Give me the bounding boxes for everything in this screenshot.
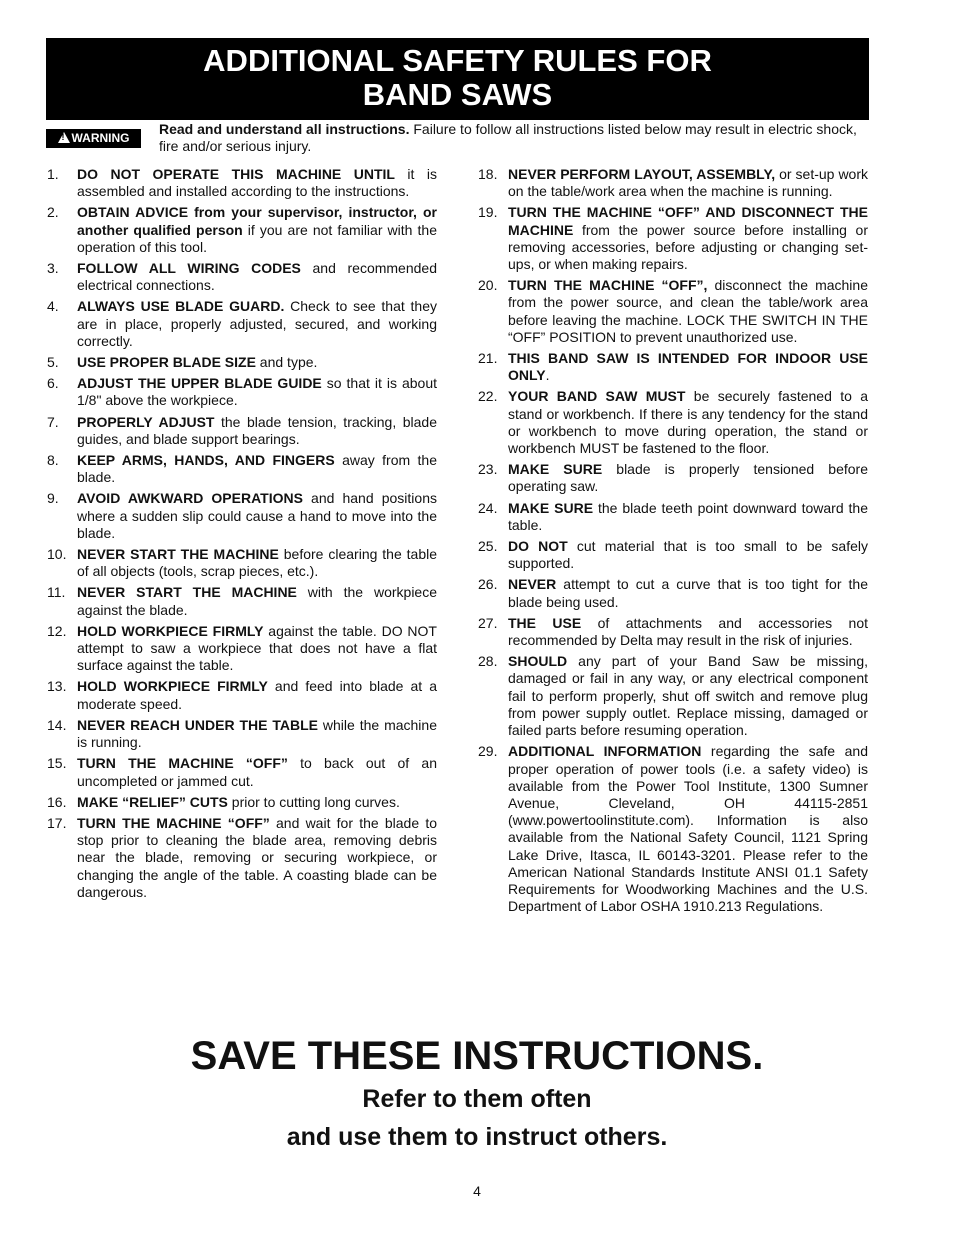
rule-item xyxy=(47,717,437,751)
rule-item xyxy=(478,277,868,346)
footer-subheading-2: and use them to instruct others. xyxy=(286,1123,668,1151)
rule-bold-lead: TURN THE MACHINE “OFF” xyxy=(77,814,270,831)
rule-text xyxy=(77,717,437,751)
rule-text xyxy=(508,653,868,739)
rule-body-text: the blade teeth point downward toward the table. xyxy=(508,499,868,533)
rule-bold-lead: NEVER START THE MACHINE xyxy=(77,546,279,563)
rule-item xyxy=(47,546,437,580)
warning-rest-text: Failure to follow all instructions listed below may result in electric shock, fire and/or serious injury. xyxy=(159,121,857,154)
rule-number: 1. xyxy=(47,166,59,182)
rule-number: 19. xyxy=(478,204,498,221)
rule-body-text: attempt to cut a curve that is too tight for the blade being used. xyxy=(508,576,868,610)
rule-number: 15. xyxy=(47,755,67,772)
rule-text xyxy=(77,204,437,256)
rule-bold-lead: SHOULD xyxy=(508,653,568,670)
title-banner xyxy=(46,38,869,120)
rule-number: 25. xyxy=(478,538,498,555)
rule-item xyxy=(47,375,437,409)
rule-body-text: so that it is about 1/8" above the workpiece. xyxy=(77,375,437,409)
rule-number: 22. xyxy=(478,388,498,405)
rule-body-text: before clearing the table of all objects (tools, scrap pieces, etc.). xyxy=(77,546,437,580)
rule-text xyxy=(77,354,437,371)
rule-body-text: and feed into blade at a moderate speed. xyxy=(77,678,437,712)
rule-bold-lead: NEVER xyxy=(508,576,557,593)
rule-item xyxy=(47,490,437,542)
rule-bold-lead: HOLD WORKPIECE FIRMLY xyxy=(77,678,268,695)
rule-text xyxy=(77,546,437,580)
rule-number: 21. xyxy=(478,350,498,367)
rule-bold-lead: OBTAIN ADVICE from your supervisor, instructor, or another qualified person xyxy=(77,204,437,238)
rule-number: 4. xyxy=(47,298,59,315)
rule-number: 3. xyxy=(47,260,59,277)
rule-bold-lead: ADJUST THE UPPER BLADE GUIDE xyxy=(77,375,322,392)
rule-text xyxy=(508,615,868,649)
rule-body-text: . xyxy=(545,367,550,384)
rule-item xyxy=(47,584,437,618)
rule-body-text: against the table. DO NOT attempt to saw a workpiece that does not have a flat surface against the table. xyxy=(77,622,437,674)
warning-badge-label: WARNING xyxy=(71,131,130,145)
rule-body-text: it is assembled and installed according to the instructions. xyxy=(77,166,437,200)
rule-bold-lead: YOUR BAND SAW MUST xyxy=(508,388,686,405)
rule-text xyxy=(77,375,437,409)
rule-bold-lead: DO NOT xyxy=(508,538,568,555)
rule-body-text: if you are not familiar with the operation of this tool. xyxy=(77,221,437,255)
rule-item xyxy=(47,204,437,256)
rule-item xyxy=(47,166,437,200)
warning-text xyxy=(159,121,871,155)
rule-item xyxy=(478,653,868,739)
rule-body-text: be securely fastened to a stand or workbench. If there is any tendency for the stand or workbench to move during operation, the stand or workbench MUST be fastened to the floor. xyxy=(508,388,868,457)
rule-item xyxy=(47,260,437,294)
rule-body-text: of attachments and accessories not recommended by Delta may result in the risk of injuries. xyxy=(508,614,868,649)
rule-bold-lead: MAKE “RELIEF” CUTS xyxy=(77,793,228,810)
rule-bold-lead: AVOID AWKWARD OPERATIONS xyxy=(77,490,303,507)
rule-body-text: while the machine is running. xyxy=(77,716,437,751)
rule-number: 5. xyxy=(47,354,59,371)
rule-body-text: blade is properly tensioned before operating saw. xyxy=(508,461,868,495)
rule-bold-lead: ADDITIONAL INFORMATION xyxy=(508,743,702,760)
rule-text xyxy=(77,260,437,294)
rule-item xyxy=(478,743,868,915)
rule-item xyxy=(47,794,437,811)
rule-text xyxy=(77,298,437,350)
rule-text xyxy=(77,166,437,200)
rule-item xyxy=(47,755,437,789)
rule-body-text: Check to see that they are in place, properly adjusted, secured, and working correctly. xyxy=(77,298,437,349)
rule-item xyxy=(478,166,868,200)
warning-badge xyxy=(46,129,141,148)
left-column-rules xyxy=(47,166,437,905)
rule-item xyxy=(47,623,437,675)
rule-number: 14. xyxy=(47,716,67,733)
rule-body-text: the blade tension, tracking, blade guides, and blade support bearings. xyxy=(77,413,437,447)
footer-subheading-1: Refer to them often xyxy=(362,1085,592,1113)
rule-number: 11. xyxy=(47,584,66,601)
rule-number: 17. xyxy=(47,814,67,831)
rule-body-text: from the power source before installing or removing accessories, before adjusting or changing set-ups, or when making repairs. xyxy=(508,221,868,273)
rule-body-text: regarding the safe and proper operation of power tools (i.e. a safety video) is available from the Power Tool Institute, 1300 Sumner Avenue, Cleveland, OH 44115-2851 (www.powertoolinstitute.com). Information is also available from the National Safety Council, 1121 Spring Lake Drive, Itasca, IL 60143-3201. Please refer to the American National Standards Institute ANSI 01.1 Safety Requirements for Woodworking Machines and the U.S. Department of Labor OSHA 1910.213 Regulations. xyxy=(508,743,869,915)
rule-number: 16. xyxy=(47,793,67,810)
rule-text xyxy=(508,388,868,457)
rule-item xyxy=(47,354,437,371)
rule-item xyxy=(47,815,437,901)
rule-bold-lead: DO NOT OPERATE THIS MACHINE UNTIL xyxy=(77,166,395,182)
rule-number: 23. xyxy=(478,461,498,478)
rule-text xyxy=(508,576,868,610)
warning-triangle-icon xyxy=(58,132,70,143)
rule-text xyxy=(77,815,437,901)
rule-body-text: with the workpiece against the blade. xyxy=(77,584,438,618)
rule-text xyxy=(508,350,868,384)
rule-text xyxy=(77,414,437,448)
rule-bold-lead: ALWAYS USE BLADE GUARD. xyxy=(77,298,285,315)
rule-bold-lead: THIS BAND SAW IS INTENDED FOR INDOOR USE ONLY xyxy=(508,350,868,384)
rule-number: 10. xyxy=(47,546,67,563)
rule-item xyxy=(47,298,437,350)
rule-bold-lead: NEVER REACH UNDER THE TABLE xyxy=(77,716,319,733)
rule-text xyxy=(77,623,437,675)
rule-text xyxy=(508,538,868,572)
rule-bold-lead: TURN THE MACHINE “OFF” AND DISCONNECT THE MACHINE xyxy=(508,204,868,238)
rule-number: 8. xyxy=(47,452,59,469)
rule-text xyxy=(508,461,868,495)
rule-number: 29. xyxy=(478,743,498,760)
rule-number: 6. xyxy=(47,375,59,392)
right-column-rules xyxy=(478,166,868,919)
rule-item xyxy=(478,615,868,649)
rule-bold-lead: MAKE SURE xyxy=(508,461,603,478)
rule-number: 27. xyxy=(478,614,498,631)
page-number: 4 xyxy=(473,1183,481,1199)
title-line-1: ADDITIONAL SAFETY RULES FOR xyxy=(203,43,712,78)
rule-text xyxy=(77,755,437,789)
rule-number: 2. xyxy=(47,204,59,221)
rule-item xyxy=(478,461,868,495)
rule-bold-lead: NEVER START THE MACHINE xyxy=(77,584,297,601)
rule-body-text: and hand positions where a sudden slip could cause a hand to move into the blade. xyxy=(77,490,437,541)
rule-body-text: and wait for the blade to stop prior to cleaning the blade area, removing debris near the blade, removing or securing workpiece, or changing the angle of the table. A coasting blade can be dangerous. xyxy=(77,814,437,900)
rule-item xyxy=(47,452,437,486)
rule-number: 12. xyxy=(47,622,67,639)
rule-item xyxy=(478,204,868,273)
rule-item xyxy=(47,678,437,712)
rule-number: 24. xyxy=(478,499,498,516)
rule-text xyxy=(508,166,868,200)
rule-bold-lead: HOLD WORKPIECE FIRMLY xyxy=(77,622,264,639)
rule-body-text: prior to cutting long curves. xyxy=(227,793,400,810)
rule-text xyxy=(508,743,868,915)
rule-text xyxy=(77,490,437,542)
rule-number: 13. xyxy=(47,678,67,695)
rule-text xyxy=(508,204,868,273)
rule-item xyxy=(47,414,437,448)
rule-text xyxy=(77,794,437,811)
rule-bold-lead: MAKE SURE xyxy=(508,499,594,516)
rule-item xyxy=(478,350,868,384)
rule-bold-lead: NEVER PERFORM LAYOUT, ASSEMBLY, xyxy=(508,166,776,182)
rule-text xyxy=(508,500,868,534)
rule-body-text: and type. xyxy=(255,354,318,371)
rule-number: 7. xyxy=(47,413,59,430)
rule-number: 20. xyxy=(478,277,498,294)
rule-bold-lead: PROPERLY ADJUST xyxy=(77,413,215,430)
title-line-2: BAND SAWS xyxy=(362,77,553,112)
rule-body-text: disconnect the machine from the power source, and clean the table/work area before leaving the machine. LOCK THE SWITCH IN THE “OFF” POSITION to prevent unauthorized use. xyxy=(508,277,868,345)
rule-bold-lead: THE USE xyxy=(508,614,582,631)
rule-body-text: and recommended electrical connections. xyxy=(77,260,437,294)
rule-text xyxy=(77,584,437,618)
rule-number: 28. xyxy=(478,653,498,670)
rule-body-text: or set-up work on the table/work area when the machine is running. xyxy=(508,166,869,200)
rule-text xyxy=(77,678,437,712)
rule-text xyxy=(77,452,437,486)
rule-item xyxy=(478,388,868,457)
rule-body-text: cut material that is too small to be safely supported. xyxy=(508,538,868,572)
rule-body-text: any part of your Band Saw be missing, damaged or fail in any way, or any electrical component fail to perform properly, shut off switch and remove plug from power supply outlet. Replace missing, damaged or failed parts before resuming operation. xyxy=(508,653,868,739)
rule-item xyxy=(478,500,868,534)
rule-bold-lead: KEEP ARMS, HANDS, AND FINGERS xyxy=(77,452,335,469)
rule-item xyxy=(478,576,868,610)
rule-body-text: away from the blade. xyxy=(77,452,437,486)
rule-bold-lead: TURN THE MACHINE “OFF” xyxy=(77,755,288,772)
save-instructions-heading: SAVE THESE INSTRUCTIONS. xyxy=(190,1034,764,1078)
rule-body-text: to back out of an uncompleted or jammed cut. xyxy=(77,755,437,789)
rule-number: 18. xyxy=(478,166,498,182)
rule-number: 26. xyxy=(478,576,498,593)
rule-item xyxy=(478,538,868,572)
rule-bold-lead: FOLLOW ALL WIRING CODES xyxy=(77,260,301,277)
warning-bold-text: Read and understand all instructions. xyxy=(159,121,410,137)
rule-bold-lead: USE PROPER BLADE SIZE xyxy=(77,354,256,371)
rule-bold-lead: TURN THE MACHINE “OFF”, xyxy=(508,277,708,294)
rule-text xyxy=(508,277,868,346)
rule-number: 9. xyxy=(47,490,59,507)
